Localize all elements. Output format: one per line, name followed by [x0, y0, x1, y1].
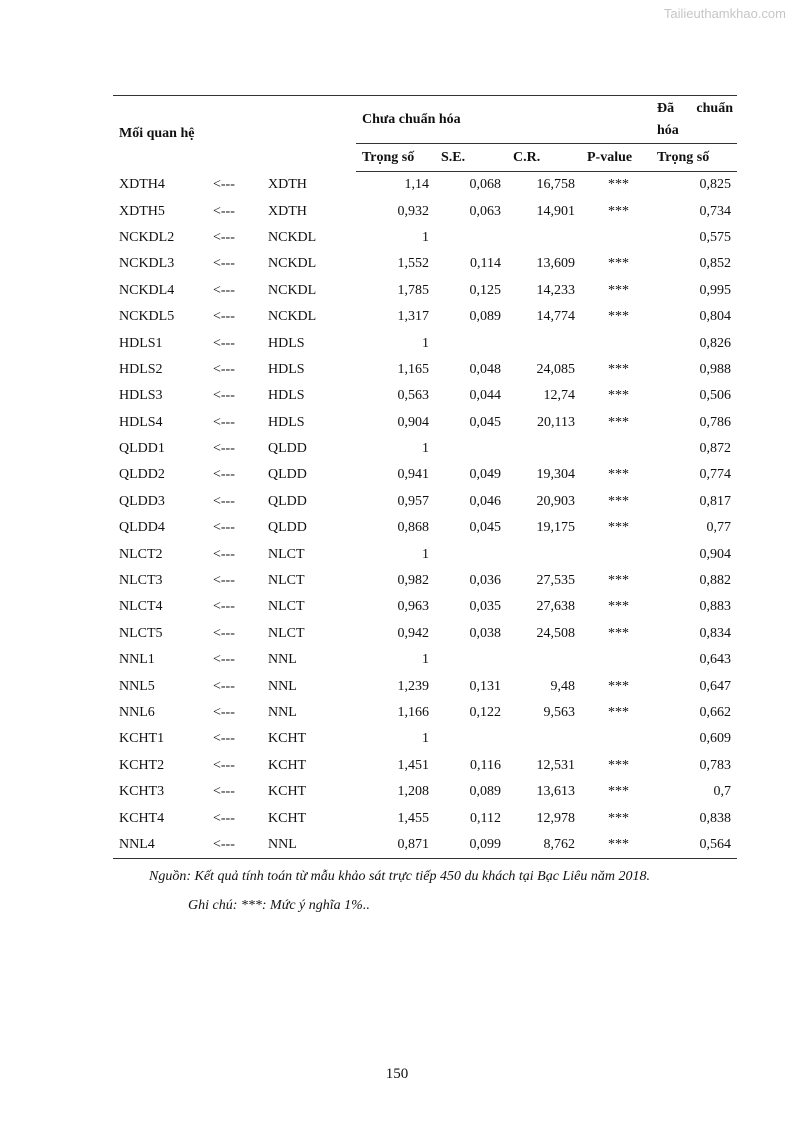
- factor-cell: NLCT: [268, 625, 305, 641]
- factor-cell: QLDD: [268, 520, 307, 536]
- pvalue-cell: [581, 330, 651, 356]
- cr-cell: 27,638: [536, 599, 575, 615]
- std-weight-cell: 0,817: [699, 493, 731, 509]
- indicator-cell: NCKDL4: [119, 282, 175, 298]
- std-weight-cell: 0,882: [699, 573, 731, 589]
- factor-cell: NNL: [268, 652, 297, 668]
- std-weight-cell: 0,834: [699, 625, 731, 641]
- indicator-cell: HDLS4: [119, 414, 163, 430]
- cr-column-header: C.R.: [507, 144, 581, 172]
- weight-cell: 1,14: [404, 177, 429, 193]
- arrow-cell: <---: [213, 705, 235, 720]
- table-row: [113, 225, 737, 251]
- factor-cell: QLDD: [268, 493, 307, 509]
- weight-cell: 1: [422, 335, 429, 351]
- indicator-cell: QLDD4: [119, 520, 165, 536]
- pvalue-cell: ***: [608, 177, 629, 193]
- arrow-cell: <---: [213, 176, 235, 192]
- se-cell: [435, 541, 507, 567]
- cr-cell: 20,113: [537, 414, 575, 430]
- arrow-cell: <---: [213, 361, 235, 377]
- std-weight-cell: 0,506: [699, 388, 731, 404]
- factor-cell: NCKDL: [268, 229, 317, 245]
- pvalue-cell: ***: [608, 256, 629, 272]
- se-cell: 0,089: [469, 309, 501, 325]
- pvalue-cell: [581, 541, 651, 567]
- cr-cell: 27,535: [536, 573, 575, 589]
- std-weight-cell: 0,872: [699, 441, 731, 457]
- indicator-cell: XDTH5: [119, 203, 165, 219]
- arrow-cell: <---: [207, 832, 262, 859]
- se-cell: 0,048: [469, 361, 501, 377]
- cr-cell: 12,531: [536, 757, 575, 773]
- weight-cell: 0,982: [397, 573, 429, 589]
- table-row: [113, 753, 737, 779]
- se-cell: 0,089: [469, 784, 501, 800]
- cr-cell: 12,978: [536, 810, 575, 826]
- arrow-cell: <---: [213, 652, 235, 668]
- indicator-cell: NCKDL3: [119, 256, 175, 272]
- pvalue-cell: ***: [608, 467, 629, 483]
- cr-cell: [507, 541, 581, 567]
- weight-cell: 1,451: [397, 757, 429, 773]
- std-weight-cell: 0,838: [699, 810, 731, 826]
- table-row: [113, 779, 737, 805]
- factor-cell: NNL: [262, 832, 356, 859]
- weight-cell: 0,957: [397, 493, 429, 509]
- arrow-cell: <---: [213, 810, 235, 826]
- weight-cell: 1,317: [397, 309, 429, 325]
- indicator-cell: KCHT2: [119, 757, 165, 773]
- pvalue-cell: ***: [608, 757, 629, 773]
- se-cell: 0,044: [469, 388, 501, 404]
- se-cell: 0,049: [469, 467, 501, 483]
- factor-cell: XDTH: [268, 176, 307, 192]
- indicator-cell: QLDD2: [119, 467, 165, 483]
- pvalue-cell: ***: [608, 203, 629, 219]
- indicator-cell: NNL5: [119, 678, 155, 694]
- cr-cell: 9,563: [543, 705, 575, 720]
- page-number: 150: [385, 1066, 409, 1082]
- se-cell: 0,035: [469, 599, 501, 615]
- cr-cell: 14,901: [536, 203, 575, 219]
- std-weight-cell: 0,774: [699, 467, 731, 483]
- factor-cell: NLCT: [268, 573, 305, 589]
- table-row: [113, 462, 737, 488]
- arrow-cell: <---: [213, 493, 235, 509]
- factor-cell: QLDD: [268, 441, 307, 457]
- se-cell: [435, 330, 507, 356]
- arrow-cell: <---: [213, 203, 235, 219]
- pvalue-cell: ***: [581, 832, 651, 859]
- pvalue-cell: ***: [608, 282, 629, 298]
- table-row: [113, 251, 737, 277]
- se-cell: 0,122: [469, 705, 501, 720]
- arrow-cell: <---: [213, 573, 235, 589]
- arrow-cell: <---: [213, 282, 235, 298]
- factor-cell: KCHT: [268, 784, 307, 800]
- weight-cell: 1,165: [397, 361, 429, 377]
- pvalue-cell: ***: [608, 520, 629, 536]
- factor-cell: HDLS: [268, 335, 305, 351]
- indicator-cell: QLDD1: [119, 441, 165, 457]
- std-weight-cell: 0,77: [706, 520, 731, 536]
- pvalue-cell: [581, 225, 651, 251]
- se-cell: 0,045: [469, 520, 501, 536]
- arrow-cell: <---: [213, 757, 235, 773]
- std-weight-cell: 0,734: [699, 203, 731, 219]
- std-weight-cell: 0,575: [699, 229, 731, 245]
- indicator-cell: NLCT3: [119, 573, 163, 589]
- table-row: [113, 594, 737, 620]
- std-weight-cell: 0,995: [699, 282, 731, 298]
- cr-cell: 24,508: [536, 625, 575, 641]
- factor-cell: HDLS: [268, 361, 305, 377]
- std-weight-cell: 0,647: [699, 678, 731, 694]
- table-row: [113, 489, 737, 515]
- indicator-cell: NLCT5: [119, 625, 163, 641]
- weight-cell: 0,941: [397, 467, 429, 483]
- cr-cell: 19,175: [536, 520, 575, 536]
- cr-cell: 8,762: [507, 832, 581, 859]
- indicator-cell: NLCT2: [119, 546, 163, 562]
- weight-cell: 1,455: [397, 810, 429, 826]
- indicator-cell: HDLS3: [119, 388, 163, 404]
- se-cell: 0,112: [470, 810, 501, 826]
- table-row: [113, 673, 737, 699]
- se-cell: 0,038: [469, 625, 501, 641]
- arrow-cell: <---: [213, 414, 235, 430]
- indicator-cell: KCHT4: [119, 810, 165, 826]
- arrow-cell: <---: [213, 229, 235, 245]
- table-row: [113, 700, 737, 726]
- arrow-cell: <---: [213, 784, 235, 800]
- regression-weights-table: [113, 95, 737, 859]
- pvalue-cell: [581, 726, 651, 752]
- cr-cell: 9,48: [550, 678, 575, 694]
- weight-cell: 0,932: [397, 203, 429, 219]
- weight-column-header: Trọng số: [356, 144, 435, 172]
- indicator-cell: KCHT1: [119, 731, 165, 747]
- arrow-cell: <---: [213, 388, 235, 404]
- weight-cell: 1,208: [397, 784, 429, 800]
- source-note: Nguồn: Kết quả tính toán từ mẫu khảo sát trực tiếp 450 du khách tại Bạc Liêu năm 2018.: [149, 869, 650, 884]
- std-weight-cell: 0,988: [699, 361, 731, 377]
- arrow-cell: <---: [213, 441, 235, 457]
- cr-cell: 12,74: [543, 388, 575, 404]
- std-weight-cell: 0,662: [699, 705, 731, 720]
- cr-cell: 20,903: [536, 493, 575, 509]
- std-weight-cell: 0,825: [699, 177, 731, 193]
- se-column-header: S.E.: [435, 144, 507, 172]
- arrow-cell: <---: [213, 731, 235, 747]
- table-row: [113, 410, 737, 436]
- pvalue-cell: ***: [608, 309, 629, 325]
- table-body: [113, 172, 737, 859]
- arrow-cell: <---: [213, 256, 235, 272]
- factor-cell: NCKDL: [268, 282, 317, 298]
- factor-cell: NNL: [268, 705, 297, 720]
- watermark: Tailieuthamkhao.com: [663, 6, 786, 21]
- factor-cell: HDLS: [268, 388, 305, 404]
- table-row: [113, 515, 737, 541]
- cr-cell: 14,233: [536, 282, 575, 298]
- factor-cell: NCKDL: [268, 256, 317, 272]
- table-row: [113, 357, 737, 383]
- pvalue-cell: ***: [608, 784, 629, 800]
- factor-cell: XDTH: [268, 203, 307, 219]
- std-weight-cell: 0,883: [699, 599, 731, 615]
- table-row: [113, 805, 737, 831]
- indicator-cell: HDLS1: [119, 335, 163, 351]
- table-row: [113, 568, 737, 594]
- se-cell: [435, 647, 507, 673]
- se-cell: [435, 436, 507, 462]
- cr-cell: 13,613: [536, 784, 575, 800]
- se-cell: [435, 726, 507, 752]
- indicator-cell: XDTH4: [119, 176, 165, 192]
- se-cell: 0,063: [469, 203, 501, 219]
- indicator-cell: QLDD3: [119, 493, 165, 509]
- weight-cell: 0,963: [397, 599, 429, 615]
- weight-cell: 1,166: [397, 705, 429, 720]
- table-row: [113, 172, 737, 199]
- std-weight-cell: 0,564: [651, 832, 737, 859]
- factor-cell: NCKDL: [268, 309, 317, 325]
- cr-cell: 14,774: [536, 309, 575, 325]
- arrow-cell: <---: [213, 678, 235, 694]
- se-cell: 0,125: [469, 282, 501, 298]
- std-weight-cell: 0,783: [699, 757, 731, 773]
- factor-cell: QLDD: [268, 467, 307, 483]
- table-row: [113, 726, 737, 752]
- se-cell: 0,046: [469, 493, 501, 509]
- arrow-cell: <---: [213, 467, 235, 483]
- table-row: [113, 330, 737, 356]
- table-row: [113, 832, 737, 859]
- std-weight-cell: 0,609: [699, 731, 731, 747]
- pvalue-cell: [581, 647, 651, 673]
- se-cell: 0,116: [470, 757, 501, 773]
- pvalue-cell: ***: [608, 414, 629, 430]
- weight-cell: 0,904: [397, 414, 429, 430]
- table-row: [113, 278, 737, 304]
- factor-cell: KCHT: [268, 757, 307, 773]
- pvalue-cell: ***: [608, 810, 629, 826]
- arrow-cell: <---: [213, 309, 235, 325]
- se-cell: 0,045: [469, 414, 501, 430]
- pvalue-cell: [581, 436, 651, 462]
- weight-cell: 0,942: [397, 625, 429, 641]
- weight-cell: 0,871: [356, 832, 435, 859]
- se-cell: 0,099: [435, 832, 507, 859]
- table-row: [113, 541, 737, 567]
- pvalue-cell: ***: [608, 705, 629, 720]
- weight-cell: 1: [422, 731, 429, 747]
- indicator-cell: NNL1: [119, 652, 155, 668]
- std-weight-cell: 0,826: [699, 335, 731, 351]
- indicator-cell: NNL4: [113, 832, 207, 859]
- weight-cell: 1,785: [397, 282, 429, 298]
- se-cell: 0,068: [469, 177, 501, 193]
- pvalue-cell: ***: [608, 388, 629, 404]
- factor-cell: NLCT: [268, 546, 305, 562]
- cr-cell: [507, 330, 581, 356]
- cr-cell: [507, 225, 581, 251]
- arrow-cell: <---: [213, 335, 235, 351]
- indicator-cell: NNL6: [119, 705, 155, 720]
- table-row: [113, 304, 737, 330]
- se-cell: 0,036: [469, 573, 501, 589]
- std-weight-cell: 0,786: [699, 414, 731, 430]
- indicator-cell: KCHT3: [119, 784, 165, 800]
- weight-cell: 1: [422, 229, 429, 245]
- table-row: [113, 198, 737, 224]
- se-cell: 0,114: [470, 256, 501, 272]
- weight-cell: 1: [422, 652, 429, 668]
- relation-header: Mối quan hệ: [113, 96, 356, 172]
- table-row: [113, 621, 737, 647]
- se-cell: [435, 225, 507, 251]
- cr-cell: 16,758: [536, 177, 575, 193]
- weight-cell: 1,239: [397, 678, 429, 694]
- cr-cell: 13,609: [536, 256, 575, 272]
- pvalue-cell: ***: [608, 573, 629, 589]
- cr-cell: [507, 647, 581, 673]
- std-weight-column-header: Trọng số: [651, 144, 737, 172]
- weight-cell: 1,552: [397, 256, 429, 272]
- pvalue-column-header: P-value: [581, 144, 651, 172]
- pvalue-cell: ***: [608, 361, 629, 377]
- pvalue-cell: ***: [608, 493, 629, 509]
- weight-cell: 0,563: [397, 388, 429, 404]
- factor-cell: NLCT: [268, 599, 305, 615]
- arrow-cell: <---: [213, 546, 235, 562]
- table-row: [113, 436, 737, 462]
- pvalue-cell: ***: [608, 678, 629, 694]
- arrow-cell: <---: [213, 520, 235, 536]
- factor-cell: KCHT: [268, 810, 307, 826]
- cr-cell: [507, 436, 581, 462]
- pvalue-cell: ***: [608, 625, 629, 641]
- factor-cell: KCHT: [268, 731, 307, 747]
- table-row: [113, 383, 737, 409]
- pvalue-cell: ***: [608, 599, 629, 615]
- indicator-cell: NLCT4: [119, 599, 163, 615]
- arrow-cell: <---: [213, 625, 235, 641]
- weight-cell: 0,868: [397, 520, 429, 536]
- remark-note: Ghi chú: ***: Mức ý nghĩa 1%..: [188, 898, 370, 913]
- std-weight-cell: 0,904: [699, 546, 731, 562]
- std-weight-cell: 0,643: [699, 652, 731, 668]
- arrow-cell: <---: [213, 599, 235, 615]
- weight-cell: 1: [422, 546, 429, 562]
- se-cell: 0,131: [469, 678, 501, 694]
- indicator-cell: NCKDL5: [119, 309, 175, 325]
- cr-cell: [507, 726, 581, 752]
- indicator-cell: NCKDL2: [119, 229, 175, 245]
- factor-cell: NNL: [268, 678, 297, 694]
- std-weight-cell: 0,852: [699, 256, 731, 272]
- cr-cell: 24,085: [536, 361, 575, 377]
- std-weight-cell: 0,804: [699, 309, 731, 325]
- std-weight-cell: 0,7: [713, 784, 731, 800]
- cr-cell: 19,304: [536, 467, 575, 483]
- weight-cell: 1: [422, 441, 429, 457]
- indicator-cell: HDLS2: [119, 361, 163, 377]
- standardized-header: Đã chuẩn hóa: [651, 96, 737, 144]
- unstandardized-header: Chưa chuẩn hóa: [356, 96, 651, 144]
- factor-cell: HDLS: [268, 414, 305, 430]
- table-row: [113, 647, 737, 673]
